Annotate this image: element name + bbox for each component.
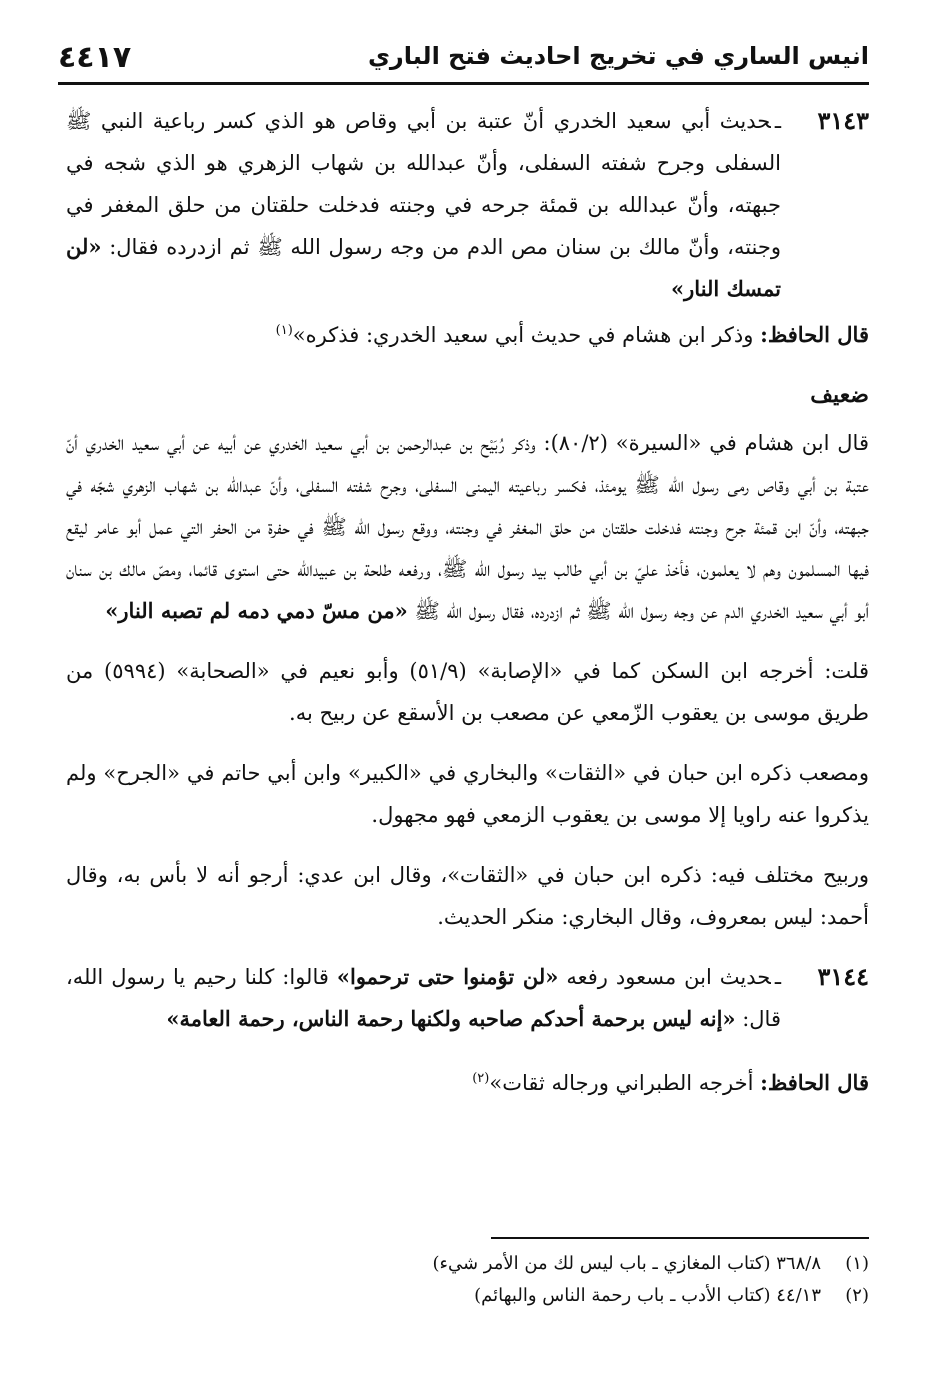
footnote-number: (٢)	[845, 1285, 869, 1306]
dash: ـ	[774, 109, 781, 133]
footnote	[380, 1248, 869, 1280]
page-number: ٤٤١٧	[58, 40, 132, 75]
hadith-number: ٣١٤٤	[817, 962, 869, 991]
footnote-divider	[491, 1237, 869, 1239]
dash: ـ	[774, 965, 782, 989]
commentary-text: قال ابن هشام في «السيرة» (٨٠/٢): وذكر رُبَيْح بن عبدالرحمن بن أبي سعيد الخدري عن أبيه عن أبي سعيد الخدري أنّ عتبة بن أبي وقاص رمى رسول الله ﷺ يومئذ، فكسر رباعيته اليمنى السفلى، وجرح شفته السفلى، وأنّ عبدالله بن شهاب الزهري شجّه في جبهته، وأنّ ابن قمئة جرح وجنته فدخلت حلقتان من حلق المغفر في وجنته، ووقع رسول الله ﷺ في حفرة من الحفر التي عمل أبو عامر ليقع فيها المسلمون وهم لا يعلمون، فأخذ عليّ بن أبي طالب بيد رسول الله ﷺ، ورفعه طلحة بن عبيدالله حتى استوى قائما، ومصّ مالك بن سنان أبو أبي سعيد الخدري الدم عن وجه رسول الله ﷺ ثم ازدرده، فقال رسول الله ﷺ	[66, 431, 869, 623]
narrator-paragraph: ومصعب ذكره ابن حبان في «الثقات» والبخاري في «الكبير» وابن أبي حاتم في «الجرح» ولم يذكروا عنه راويا إلا موسى بن يعقوب الزمعي فهو مجهول.	[66, 761, 869, 827]
footnote-number: (١)	[845, 1253, 869, 1274]
commentary-quote: «من مسّ دمي دمه لم تصبه النار»	[105, 598, 408, 623]
main-text	[66, 100, 869, 1104]
hafiz-comment	[66, 1058, 869, 1104]
hadith-3144	[66, 956, 869, 1040]
hadith-text: قالوا: كلنا رحيم يا رسول الله، قال:	[66, 965, 781, 1031]
commentary-paragraph	[66, 422, 869, 632]
hafiz-text: وذكر ابن هشام في حديث أبي سعيد الخدري: فذكره»	[292, 323, 761, 347]
hadith-3143	[66, 100, 869, 310]
narrator-grading-paragraph: وربيح مختلف فيه: ذكره ابن حبان في «الثقات»، وقال ابن عدي: أرجو أنه لا بأس به، وقال أحمد: ليس بمعروف، وقال البخاري: منكر الحديث.	[66, 863, 869, 929]
takhrij-paragraph: قلت: أخرجه ابن السكن كما في «الإصابة» (٥١/٩) وأبو نعيم في «الصحابة» (٥٩٩٤) من طريق موسى بن يعقوب الزّمعي عن مصعب بن الأسقع عن ربيح به.	[66, 659, 869, 725]
hadith-text: حديث أبي سعيد الخدري أنّ عتبة بن أبي وقاص هو الذي كسر رباعية النبي ﷺ السفلى وجرح شفته السفلى، وأنّ عبدالله بن شهاب الزهري هو الذي شجه في جبهته، وأنّ عبدالله بن قمئة جرحه في وجنته فدخلت حلقتان من حلق المغفر في وجنته، وأنّ مالك بن سنان مص الدم من وجه رسول الله ﷺ ثم ازدرده فقال:	[66, 109, 781, 259]
hafiz-comment	[66, 310, 869, 356]
hafiz-label: قال الحافظ:	[760, 322, 869, 347]
hafiz-label: قال الحافظ:	[760, 1070, 869, 1095]
hafiz-text: أخرجه الطبراني ورجاله ثقات»	[489, 1071, 761, 1095]
footnote-text: ٣٦٨/٨ (كتاب المغازي ـ باب ليس لك من الأمر شيء)	[432, 1253, 821, 1274]
page-header	[58, 40, 869, 85]
footnote-text: ٤٤/١٣ (كتاب الأدب ـ باب رحمة الناس والبهائم)	[474, 1285, 821, 1306]
grade-label: ضعيف	[810, 382, 869, 408]
hadith-quote: «إنه ليس برحمة أحدكم صاحبه ولكنها رحمة الناس، رحمة العامة»	[166, 1006, 736, 1031]
footnote	[380, 1280, 869, 1312]
hadith-quote: «لن تؤمنوا حتى ترحموا»	[336, 964, 559, 989]
running-title: انيس الساري في تخريج احاديث فتح الباري	[367, 42, 869, 70]
footnote-ref-2: (٢)	[472, 1071, 490, 1086]
hadith-number: ٣١٤٣	[817, 106, 869, 135]
footnote-ref-1: (١)	[275, 323, 293, 338]
hadith-text: حديث ابن مسعود رفعه	[558, 965, 771, 989]
footnotes	[380, 1248, 869, 1312]
hadith-quote: «لن تمسك النار»	[66, 234, 781, 301]
